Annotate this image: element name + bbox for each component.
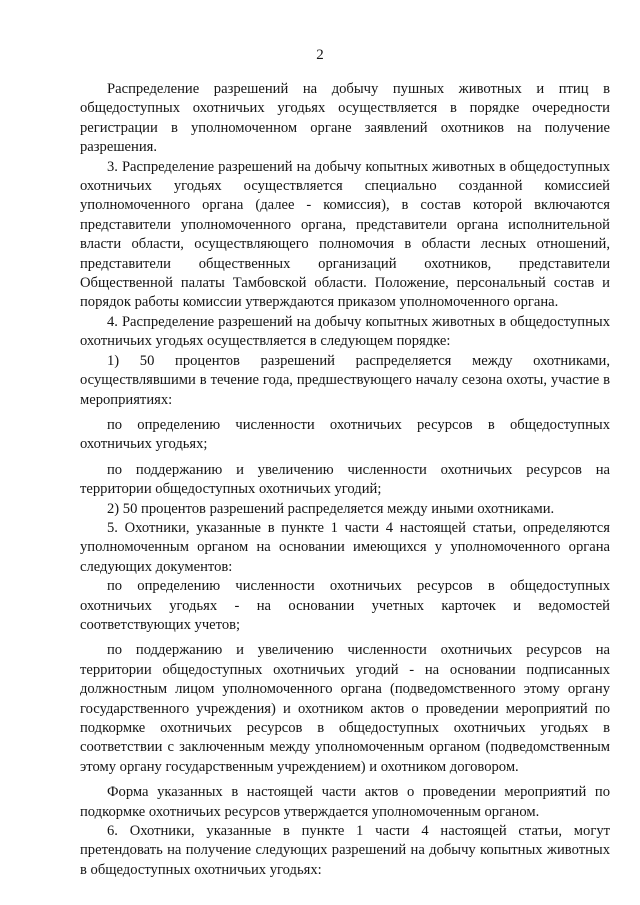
paragraph-4-item-1-counting: по определению численности охотничьих ресурсов в общедоступных охотничьих угодьях;: [80, 416, 610, 453]
paragraph-5-counting-docs: по определению численности охотничьих ресурсов в общедоступных охотничьих угодьях - на основании учетных карточек и ведомостей соответствующих учетов;: [80, 578, 610, 633]
paragraph-4-item-1: 1) 50 процентов разрешений распределяется между охотниками, осуществлявшими в течение года, предшествующего началу сезона охоты, участие в мероприятиях:: [80, 352, 610, 408]
paragraph-4-item-1-support: по поддержанию и увеличению численности охотничьих ресурсов на территории общедоступных охотничьих угодий;: [80, 461, 610, 498]
paragraph-5-support-docs: по поддержанию и увеличению численности охотничьих ресурсов на территории общедоступных охотничьих угодий - на основании подписанных должностным лицом уполномоченного органа (подведомственного этому органу государственного учреждения) и охотником актов о проведении мероприятий по подкормке охотничьих ресурсов в общедоступных охотничьих угодьях в соответствии с заключенным между уполномоченным органом (подведомственным этому органу государственным учреждением) и охотником договором.: [80, 642, 610, 775]
paragraph-6-eligibility: 6. Охотники, указанные в пункте 1 части 4 настоящей статьи, могут претендовать на получение следующих разрешений на добычу копытных животных в общедоступных охотничьих угодьях:: [80, 823, 610, 878]
paragraph-4-item-2: 2) 50 процентов разрешений распределяется между иными охотниками.: [107, 500, 555, 517]
paragraph-4-order: 4. Распределение разрешений на добычу копытных животных в общедоступных охотничьих угодьях осуществляется в следующем порядке:: [80, 313, 610, 350]
paragraph-fur-animals: Распределение разрешений на добычу пушных животных и птиц в общедоступных охотничьих угодьях осуществляется в порядке очередности регистрации в уполномоченном органе заявлений охотников на получение разрешения.: [80, 81, 610, 156]
document-body: [80, 80, 610, 880]
paragraph-5-act-form: Форма указанных в настоящей части актов о проведении мероприятий по подкормке охотничьих ресурсов утверждается уполномоченным органом.: [80, 784, 610, 820]
paragraph-3-commission: 3. Распределение разрешений на добычу копытных животных в общедоступных охотничьих угодьях осуществляется специально созданной комиссией уполномоченного органа (далее - комиссия), в состав которой включаются представители уполномоченного органа, представители органа исполнительной власти области, осуществляющего полномочия в области лесных отношений, представители общественных организаций охотников, представители Общественной палаты Тамбовской области. Положение, персональный состав и порядок работы комиссии утверждаются приказом уполномоченного органа.: [80, 158, 610, 311]
paragraph-5-documents: 5. Охотники, указанные в пункте 1 части 4 настоящей статьи, определяются уполномоченным органом на основании имеющихся у уполномоченного органа следующих документов:: [80, 519, 610, 575]
page-number: 2: [316, 47, 324, 63]
